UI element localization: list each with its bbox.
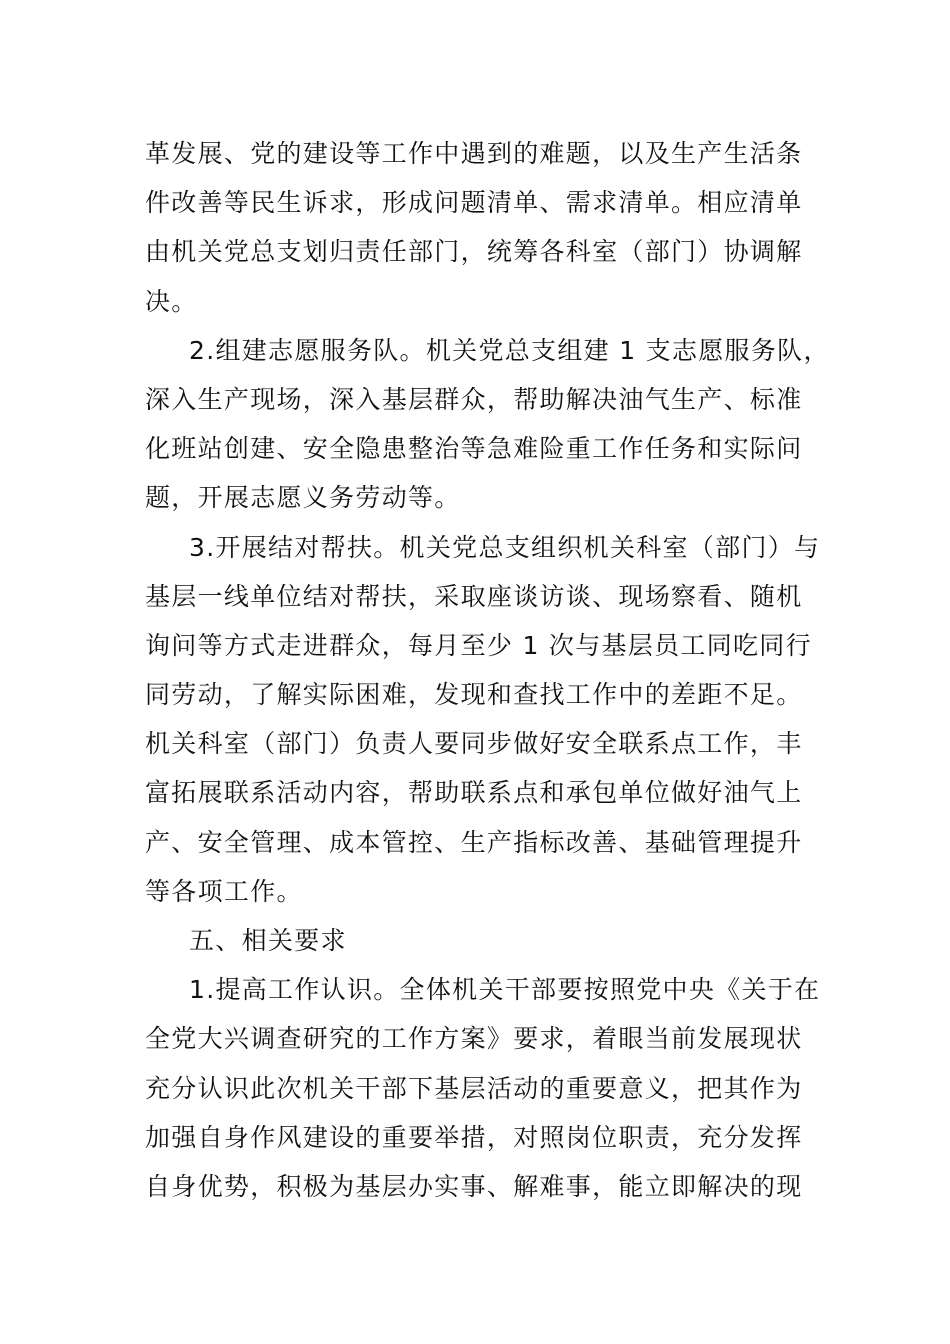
document-body [145, 129, 830, 1211]
text-line-3: 由机关党总支划归责任部门，统筹各科室（部门）协调解 [145, 237, 803, 267]
text-line-6: 深入生产现场，深入基层群众，帮助解决油气生产、标准 [145, 384, 803, 414]
text-line-10: 基层一线单位结对帮扶，采取座谈访谈、现场察看、随机 [145, 581, 803, 611]
section-five-heading: 五、相关要求 [189, 926, 347, 955]
text-line-16: 等各项工作。 [145, 876, 303, 906]
text-line-15: 产、安全管理、成本管控、生产指标改善、基础管理提升 [145, 827, 803, 857]
item-3-heading-line: 3.开展结对帮扶。机关党总支组织机关科室（部门）与 [189, 532, 821, 562]
item-2-heading-line: 2.组建志愿服务队。机关党总支组建 1 支志愿服务队， [189, 335, 830, 365]
requirement-1-heading-line: 1.提高工作认识。全体机关干部要按照党中央《关于在 [189, 975, 821, 1005]
text-line-1: 革发展、党的建设等工作中遇到的难题，以及生产生活条 [145, 139, 803, 168]
text-line-11: 询问等方式走进群众，每月至少 1 次与基层员工同吃同行 [145, 630, 812, 660]
text-line-7: 化班站创建、安全隐患整治等急难险重工作任务和实际问 [145, 434, 803, 464]
text-line-13: 机关科室（部门）负责人要同步做好安全联系点工作，丰 [145, 729, 803, 759]
text-line-12: 同劳动，了解实际困难，发现和查找工作中的差距不足。 [145, 680, 803, 710]
text-line-8: 题，开展志愿义务劳动等。 [145, 483, 461, 513]
text-line-19: 全党大兴调查研究的工作方案》要求，着眼当前发展现状 [145, 1024, 803, 1054]
text-line-21: 加强自身作风建设的重要举措，对照岗位职责，充分发挥 [145, 1122, 803, 1152]
text-line-2: 件改善等民生诉求，形成问题清单、需求清单。相应清单 [145, 188, 803, 218]
text-line-22: 自身优势，积极为基层办实事、解难事，能立即解决的现 [145, 1171, 803, 1201]
text-line-4: 决。 [145, 286, 198, 316]
text-line-20: 充分认识此次机关干部下基层活动的重要意义，把其作为 [145, 1073, 803, 1103]
text-line-14: 富拓展联系活动内容，帮助联系点和承包单位做好油气上 [145, 778, 803, 808]
